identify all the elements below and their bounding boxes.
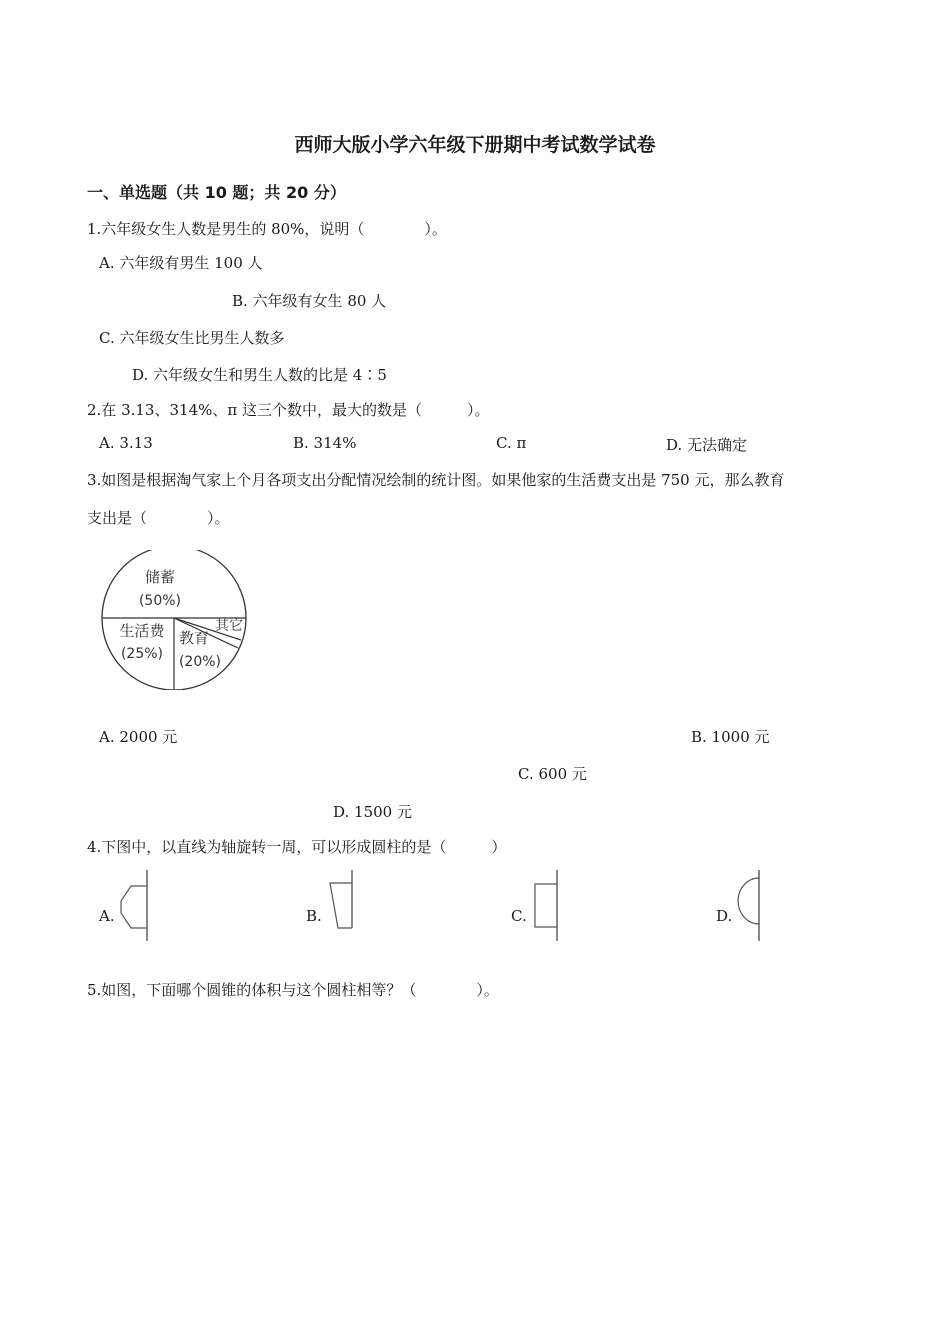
question-4-option-a[interactable]: A. — [99, 907, 115, 925]
shape-c-rectangle-figure — [528, 868, 568, 943]
question-4-stem: 4.下图中，以直线为轴旋转一周，可以形成圆柱的是（ ） — [87, 838, 507, 856]
page-title: 西师大版小学六年级下册期中考试数学试卷 — [294, 134, 656, 156]
question-2-option-c[interactable]: C. π — [496, 434, 527, 452]
question-1-option-a[interactable]: A. 六年级有男生 100 人 — [99, 254, 263, 272]
question-1-option-c[interactable]: C. 六年级女生比男生人数多 — [99, 329, 285, 347]
section-heading: 一、单选题（共 10 题；共 20 分） — [87, 183, 346, 202]
pie-pct-education: (20%) — [178, 654, 222, 670]
pie-label-education: 教育 — [178, 629, 210, 647]
shape-d-semicircle-figure — [733, 868, 773, 943]
question-1-option-b[interactable]: B. 六年级有女生 80 人 — [232, 292, 387, 310]
question-3-option-d[interactable]: D. 1500 元 — [333, 803, 412, 821]
question-4-option-b[interactable]: B. — [306, 907, 322, 925]
question-2-option-b[interactable]: B. 314% — [293, 434, 357, 452]
expense-pie-chart — [96, 550, 256, 690]
question-3-option-a[interactable]: A. 2000 元 — [99, 728, 178, 746]
pie-label-other: 其它 — [215, 618, 243, 634]
question-4-option-c[interactable]: C. — [511, 907, 527, 925]
pie-pct-living: (25%) — [120, 646, 164, 662]
shape-a-trapezoid-figure — [116, 868, 156, 943]
question-2-option-d[interactable]: D. 无法确定 — [666, 436, 748, 454]
question-3-option-b[interactable]: B. 1000 元 — [691, 728, 770, 746]
question-1-stem: 1.六年级女生人数是男生的 80%，说明（ ）。 — [87, 220, 447, 238]
question-2-stem: 2.在 3.13、314%、π 这三个数中，最大的数是（ ）。 — [87, 401, 490, 419]
pie-label-savings: 储蓄 — [144, 568, 176, 586]
question-3-stem-line-1: 3.如图是根据淘气家上个月各项支出分配情况绘制的统计图。如果他家的生活费支出是 750 元，那么教育 — [87, 471, 785, 489]
pie-pct-savings: (50%) — [138, 593, 182, 609]
question-5-stem: 5.如图，下面哪个圆锥的体积与这个圆柱相等？（ ）。 — [87, 981, 499, 999]
question-3-stem-line-2: 支出是（ ）。 — [87, 509, 230, 527]
shape-b-slanted-figure — [322, 868, 362, 943]
question-4-option-d[interactable]: D. — [716, 907, 733, 925]
pie-label-living: 生活费 — [119, 622, 165, 640]
question-2-option-a[interactable]: A. 3.13 — [99, 434, 153, 452]
question-1-option-d[interactable]: D. 六年级女生和男生人数的比是 4∶5 — [132, 366, 387, 384]
question-3-option-c[interactable]: C. 600 元 — [518, 765, 587, 783]
